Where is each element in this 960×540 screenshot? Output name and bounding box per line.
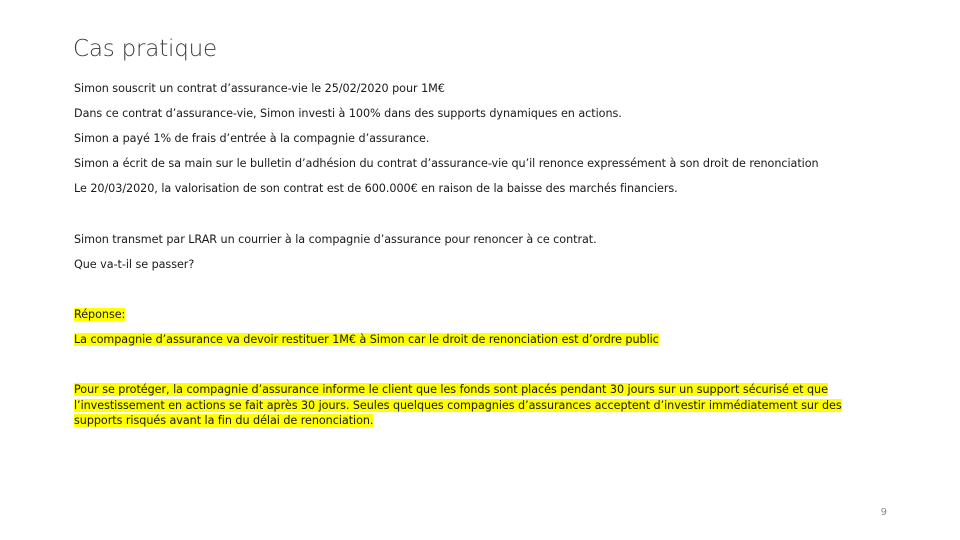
- note-line-text: supports risqués avant la fin du délai de renonciation.: [74, 414, 374, 427]
- question: Que va-t-il se passer?: [74, 258, 195, 271]
- note-block: [74, 382, 864, 429]
- answer-text-line: [74, 332, 659, 347]
- answer-text: La compagnie d’assurance va devoir restituer 1M€ à Simon car le droit de renonciation est d’ordre public: [74, 333, 659, 346]
- note-line: [74, 413, 864, 429]
- paragraph-lrar: Simon transmet par LRAR un courrier à la compagnie d’assurance pour renoncer à ce contrat.: [74, 233, 597, 246]
- answer-label: Réponse:: [74, 308, 126, 321]
- note-line: [74, 398, 864, 414]
- paragraph-subscription: Simon souscrit un contrat d’assurance-vie le 25/02/2020 pour 1M€: [74, 82, 445, 95]
- answer-label-line: [74, 307, 125, 322]
- paragraph-investment: Dans ce contrat d’assurance-vie, Simon investi à 100% dans des supports dynamiques en actions.: [74, 107, 622, 120]
- slide-title: Cas pratique: [73, 36, 217, 62]
- paragraph-fees: Simon a payé 1% de frais d’entrée à la compagnie d’assurance.: [74, 132, 430, 145]
- paragraph-waiver: Simon a écrit de sa main sur le bulletin d’adhésion du contrat d’assurance-vie qu’il renonce expressément à son droit de renonciation: [74, 157, 819, 170]
- page-number: 9: [880, 507, 887, 518]
- note-line-text: l’investissement en actions se fait après 30 jours. Seules quelques compagnies d’assurances acceptent d’investir immédiatement sur des: [74, 398, 842, 412]
- note-line: [74, 382, 864, 398]
- paragraph-valuation: Le 20/03/2020, la valorisation de son contrat est de 600.000€ en raison de la baisse des marchés financiers.: [74, 182, 678, 195]
- note-line-text: Pour se protéger, la compagnie d’assurance informe le client que les fonds sont placés pendant 30 jours sur un support sécurisé et que: [74, 383, 828, 396]
